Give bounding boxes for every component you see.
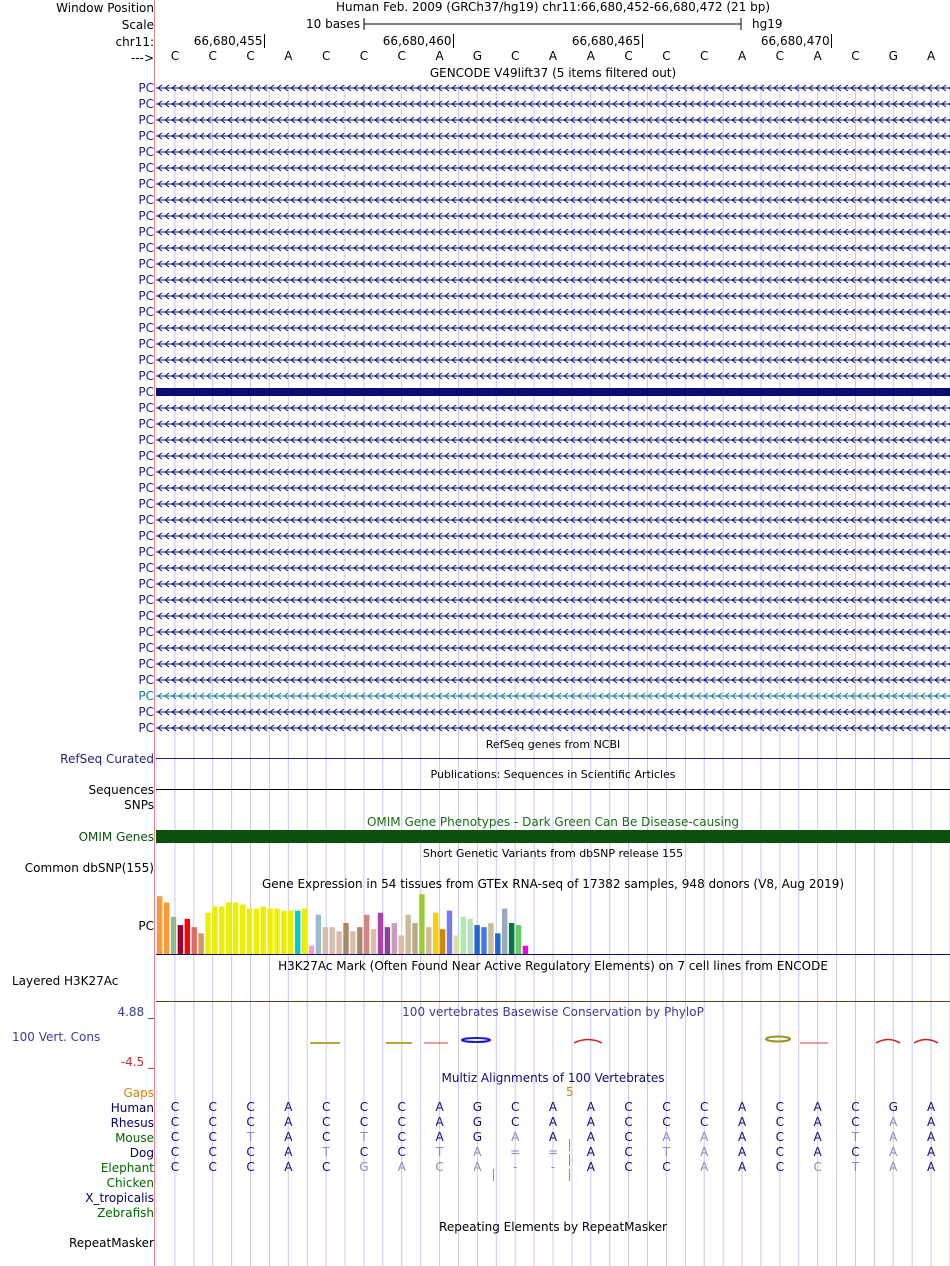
gene-row-label[interactable]: PC [138,529,154,543]
aligned-base: A [700,1160,709,1174]
aligned-base: C [397,1145,406,1159]
aligned-base: C [321,1160,331,1174]
gtex-tissue-bar [185,919,190,954]
gtex-tissue-bar [502,909,507,954]
gene-row-label[interactable]: PC [138,449,154,463]
aligned-base: C [397,1115,406,1129]
aligned-base: A [926,1100,936,1114]
aligned-base: - [513,1160,518,1174]
gtex-tissue-bar [495,933,500,954]
sequence-base: A [813,49,822,63]
gtex-tissue-bar [330,927,335,954]
aligned-base: A [662,1130,671,1144]
gtex-tissue-bar [419,894,424,954]
gtex-tissue-bar [157,896,162,954]
insertion-marker [569,1169,570,1181]
aligned-base: T [322,1145,330,1159]
aligned-base: A [548,1115,558,1129]
aligned-base: A [813,1115,822,1129]
gtex-tissue-bar [371,929,376,954]
species-label[interactable]: Rhesus [110,1116,154,1130]
dbsnp-title: Short Genetic Variants from dbSNP release 155 [422,847,684,860]
aligned-base: C [851,1145,860,1159]
aligned-base: = [510,1145,521,1159]
gtex-tissue-bar [405,915,410,954]
aligned-base: A [737,1160,747,1174]
gene-row-label[interactable]: PC [138,401,154,415]
tick-label: 66,680,460 [382,34,452,48]
aligned-base: A [473,1160,482,1174]
aligned-base: C [624,1145,633,1159]
gtex-tissue-bar [295,911,300,954]
gtex-tissue-bar [226,902,231,954]
gene-row-label[interactable]: PC [138,193,154,207]
aligned-base: C [624,1100,633,1114]
gene-row-label[interactable]: PC [138,273,154,287]
gene-row-label[interactable]: PC [138,497,154,511]
gene-row-label[interactable]: PC [138,209,154,223]
gaps-label[interactable]: Gaps [123,1086,154,1100]
aligned-base: A [397,1160,406,1174]
aligned-base: A [889,1160,898,1174]
aligned-base: C [246,1160,255,1174]
gene-row-label[interactable]: PC [138,513,154,527]
gene-row-label[interactable]: PC [138,673,154,687]
strand-arrow-label[interactable]: ---> [130,51,154,65]
gene-row-label[interactable]: PC [138,225,154,239]
species-label[interactable]: Chicken [106,1176,154,1190]
tick-mark [642,34,643,48]
gtex-tissue-bar [302,909,307,954]
gene-row-label[interactable]: PC [138,705,154,719]
aligned-base: C [700,1115,709,1129]
gene-row-label[interactable]: PC [138,81,154,95]
gene-row-label[interactable]: PC [138,593,154,607]
gene-row-label[interactable]: PC [138,113,154,127]
aligned-base: T [246,1130,255,1144]
aligned-base: C [246,1145,255,1159]
h3k27ac-title: H3K27Ac Mark (Often Found Near Active Regulatory Elements) on 7 cell lines from ENCODE [278,959,828,973]
aligned-base: A [586,1130,595,1144]
gene-row-label[interactable]: PC [138,465,154,479]
sequence-base: C [510,49,520,63]
publications-line[interactable] [156,789,950,790]
aligned-base: G [472,1100,483,1114]
snps-label[interactable]: SNPs [124,798,154,812]
aligned-base: C [775,1160,785,1174]
aligned-base: G [888,1100,898,1114]
gtex-tissue-bar [164,902,169,954]
gene-row-label[interactable]: PC [138,625,154,639]
position-title: Human Feb. 2009 (GRCh37/hg19) chr11:66,680,452-66,680,472 (21 bp) [335,0,770,14]
h3k27ac-baseline[interactable] [156,1001,950,1002]
gtex-tissue-bar [288,911,293,954]
aligned-base: T [662,1145,671,1159]
aligned-base: A [889,1145,898,1159]
insertion-marker [569,1154,570,1166]
aligned-base: = [547,1145,559,1159]
insertion-marker [569,1139,570,1151]
aligned-base: C [775,1130,785,1144]
aligned-base: A [586,1145,595,1159]
refseq-label[interactable]: RefSeq Curated [60,752,154,766]
sequence-base: C [624,49,633,63]
aligned-base: A [737,1145,747,1159]
gtex-tissue-bar [281,911,286,954]
gene-row-label[interactable]: PC [138,609,154,623]
aligned-base: A [586,1160,595,1174]
gtex-tissue-bar [412,923,417,954]
species-label[interactable]: Zebrafish [97,1206,154,1220]
aligned-base: C [170,1115,180,1129]
gtex-tissue-bar [523,946,528,954]
gtex-gene-label[interactable]: PC [138,919,154,933]
aligned-base: A [737,1115,747,1129]
tick-mark [453,34,454,48]
sequence-base: C [321,49,331,63]
aligned-base: A [737,1100,747,1114]
gtex-tissue-bar [461,917,466,954]
phylop-min-label: -4.5 _ [120,1055,154,1069]
gene-row-label[interactable]: PC [138,337,154,351]
repeatmasker-label[interactable]: RepeatMasker [68,1236,154,1250]
aligned-base: T [435,1145,444,1159]
aligned-base: A [813,1145,822,1159]
aligned-base: C [170,1160,180,1174]
sequence-base: C [359,49,369,63]
scale-text: 10 bases [306,17,360,31]
aligned-base: A [284,1160,293,1174]
gtex-tissue-bar [343,923,348,954]
gene-row-label[interactable]: PC [138,257,154,271]
gap-number: 5 [566,1085,574,1099]
aligned-base: A [813,1100,822,1114]
gtex-tissue-bar [254,909,259,954]
gencode-title: GENCODE V49lift37 (5 items filtered out) [429,66,677,80]
gtex-tissue-bar [247,909,252,954]
gene-exon-block [156,388,950,396]
aligned-base: A [926,1115,936,1129]
aligned-base: A [700,1145,709,1159]
aligned-base: C [510,1100,520,1114]
aligned-base: A [284,1100,293,1114]
gene-row-label[interactable]: PC [138,385,154,399]
aligned-base: C [321,1115,331,1129]
sequence-base: A [586,49,595,63]
aligned-base: A [548,1100,558,1114]
aligned-base: C [775,1100,785,1114]
gtex-tissue-bar [378,913,383,954]
sequence-base: C [775,49,785,63]
gtex-tissue-bar [426,927,431,954]
gtex-tissue-bar [350,931,355,954]
aligned-base: A [586,1100,595,1114]
aligned-base: C [208,1160,217,1174]
gtex-tissue-bar [509,923,514,954]
gtex-tissue-bar [399,935,404,954]
aligned-base: C [397,1130,406,1144]
gtex-tissue-bar [309,946,314,954]
window-position-label[interactable]: Window Position [56,1,154,15]
gtex-tissue-bar [171,917,176,954]
aligned-base: C [662,1100,671,1114]
gene-row-label[interactable]: PC [138,417,154,431]
gtex-tissue-bar [198,933,203,954]
aligned-base: T [851,1160,860,1174]
gencode-track[interactable] [156,80,950,740]
aligned-base: A [435,1100,444,1114]
tick-mark [264,34,265,48]
aligned-base: C [359,1100,369,1114]
phylop-max-label: 4.88 _ [117,1005,154,1019]
gtex-tissue-bar [364,915,369,954]
aligned-base: C [775,1145,785,1159]
sequence-base: C [662,49,671,63]
multiz-title: Multiz Alignments of 100 Vertebrates [441,1071,665,1085]
aligned-base: C [624,1130,633,1144]
aligned-base: C [813,1160,822,1174]
omim-label[interactable]: OMIM Genes [78,830,154,844]
gene-row-label[interactable]: PC [138,145,154,159]
aligned-base: C [662,1115,671,1129]
refseq-line[interactable] [156,758,950,759]
species-label[interactable]: X_tropicalis [85,1191,154,1205]
species-label[interactable]: Elephant [100,1161,154,1175]
species-label[interactable]: Mouse [115,1131,154,1145]
aligned-base: C [208,1130,217,1144]
sequence-base: A [435,49,444,63]
gtex-tissue-bar [323,927,328,954]
track-display-area[interactable] [156,0,950,1266]
gene-row-label[interactable]: PC [138,721,154,735]
aligned-base: C [208,1115,217,1129]
gtex-tissue-bar [274,909,279,954]
gtex-tissue-bar [267,909,272,954]
gtex-tissue-bar [488,923,493,954]
sequence-base: A [926,49,936,63]
aligned-base: A [737,1130,747,1144]
aligned-base: C [208,1145,217,1159]
tick-label: 66,680,470 [760,34,830,48]
phylop-track-label[interactable]: 100 Vert. Cons [12,1030,101,1044]
gtex-tissue-bar [261,907,266,954]
aligned-base: C [435,1160,444,1174]
aligned-base: - [550,1160,556,1174]
gene-row-label[interactable]: PC [138,305,154,319]
gene-row-label[interactable]: PC [138,577,154,591]
aligned-base: C [510,1115,520,1129]
aligned-base: A [435,1130,444,1144]
aligned-base: C [246,1100,255,1114]
aligned-base: G [359,1160,369,1174]
aligned-base: C [321,1130,331,1144]
gtex-tissue-bar [433,913,438,954]
gene-row-label[interactable]: PC [138,289,154,303]
h3k27ac-label[interactable]: Layered H3K27Ac [12,974,119,988]
gtex-tissue-bar [219,907,224,954]
insertion-marker [493,1169,494,1181]
aligned-base: A [284,1145,293,1159]
gene-row-label[interactable]: PC [138,369,154,383]
gene-row-label[interactable]: PC [138,561,154,575]
omim-bar[interactable] [156,830,950,843]
aligned-base: A [926,1160,936,1174]
sequence-base: C [246,49,255,63]
aligned-base: A [586,1115,595,1129]
aligned-base: A [473,1145,482,1159]
sequence-base: A [737,49,747,63]
aligned-base: G [472,1115,483,1129]
tick-label: 66,680,465 [571,34,641,48]
species-label[interactable]: Dog [129,1146,154,1160]
gtex-tissue-bar [316,915,321,954]
aligned-base: A [435,1115,444,1129]
aligned-base: A [889,1130,898,1144]
gene-row-label[interactable]: PC [138,177,154,191]
gene-row-label[interactable]: PC [138,689,154,703]
sequence-base: C [700,49,709,63]
aligned-base: T [360,1130,368,1144]
gene-row-label[interactable]: PC [138,353,154,367]
aligned-base: C [321,1100,331,1114]
gene-row-label[interactable]: PC [138,545,154,559]
phylop-track[interactable] [156,1035,950,1055]
gtex-baseline [156,954,950,955]
gtex-tissue-bar [178,925,183,954]
gene-row-label[interactable]: PC [138,321,154,335]
gtex-chart[interactable] [156,889,950,955]
gtex-tissue-bar [336,931,341,954]
aligned-base: C [170,1100,180,1114]
refseq-title: RefSeq genes from NCBI [485,738,621,751]
gene-row-label[interactable]: PC [138,129,154,143]
aligned-base: C [851,1100,860,1114]
sequence-base: G [888,49,898,63]
gtex-tissue-bar [357,927,362,954]
aligned-base: A [284,1115,293,1129]
conservation-title: 100 vertebrates Basewise Conservation by PhyloP [402,1005,704,1019]
aligned-base: G [472,1130,483,1144]
species-label[interactable]: Human [110,1101,154,1115]
sequence-base: C [208,49,217,63]
aligned-base: C [359,1115,369,1129]
sequence-base: C [851,49,860,63]
aligned-base: C [246,1115,255,1129]
tick-label: 66,680,455 [193,34,263,48]
aligned-base: A [926,1130,936,1144]
aligned-base: C [624,1160,633,1174]
sequence-base: G [472,49,483,63]
gtex-tissue-bar [516,925,521,954]
label-divider [154,0,155,1266]
gtex-tissue-bar [481,927,486,954]
gtex-tissue-bar [474,925,479,954]
aligned-base: A [889,1115,898,1129]
common-dbsnp-label[interactable]: Common dbSNP(155) [24,861,154,875]
sequence-base: A [548,49,558,63]
aligned-base: C [624,1115,633,1129]
aligned-base: A [548,1130,558,1144]
aligned-base: T [851,1130,860,1144]
assembly-label: hg19 [752,17,783,31]
aligned-base: A [926,1145,936,1159]
gtex-tissue-bar [468,919,473,954]
gene-row-label[interactable]: PC [138,161,154,175]
sequence-base: A [284,49,293,63]
gtex-tissue-bar [233,902,238,954]
aligned-base: A [284,1130,293,1144]
repeatmasker-title: Repeating Elements by RepeatMasker [439,1220,667,1234]
aligned-base: C [170,1145,180,1159]
gtex-tissue-bar [240,904,245,954]
gtex-tissue-bar [205,913,210,954]
aligned-base: C [359,1145,369,1159]
tick-mark [831,34,832,48]
track-labels-column [0,0,154,1266]
gtex-tissue-bar [440,929,445,954]
sequence-base: C [170,49,180,63]
aligned-base: C [851,1115,860,1129]
gtex-tissue-bar [212,907,217,954]
sequences-label[interactable]: Sequences [88,783,154,797]
gene-row-label[interactable]: PC [138,433,154,447]
sequence-base: C [397,49,406,63]
publications-title: Publications: Sequences in Scientific Articles [430,768,676,781]
gene-row-label[interactable]: PC [138,241,154,255]
gtex-tissue-bar [385,927,390,954]
scale-label[interactable]: Scale [121,18,154,32]
aligned-base: A [511,1130,520,1144]
aligned-base: C [775,1115,785,1129]
gtex-tissue-bar [454,935,459,954]
aligned-base: C [700,1100,709,1114]
gene-row-label[interactable]: PC [138,657,154,671]
aligned-base: A [700,1130,709,1144]
gene-row-label[interactable]: PC [138,97,154,111]
omim-title: OMIM Gene Phenotypes - Dark Green Can Be Disease-causing [366,815,740,829]
aligned-base: C [208,1100,217,1114]
chrom-label[interactable]: chr11: [115,35,154,49]
gtex-tissue-bar [192,927,197,954]
gtex-title: Gene Expression in 54 tissues from GTEx RNA-seq of 17382 samples, 948 donors (V8, Aug 2019) [261,877,845,891]
gtex-tissue-bar [392,923,397,954]
gene-row-label[interactable]: PC [138,481,154,495]
gene-row-label[interactable]: PC [138,641,154,655]
gtex-tissue-bar [447,911,452,954]
aligned-base: A [813,1130,822,1144]
aligned-base: C [397,1100,406,1114]
aligned-base: C [662,1160,671,1174]
aligned-base: C [170,1130,180,1144]
